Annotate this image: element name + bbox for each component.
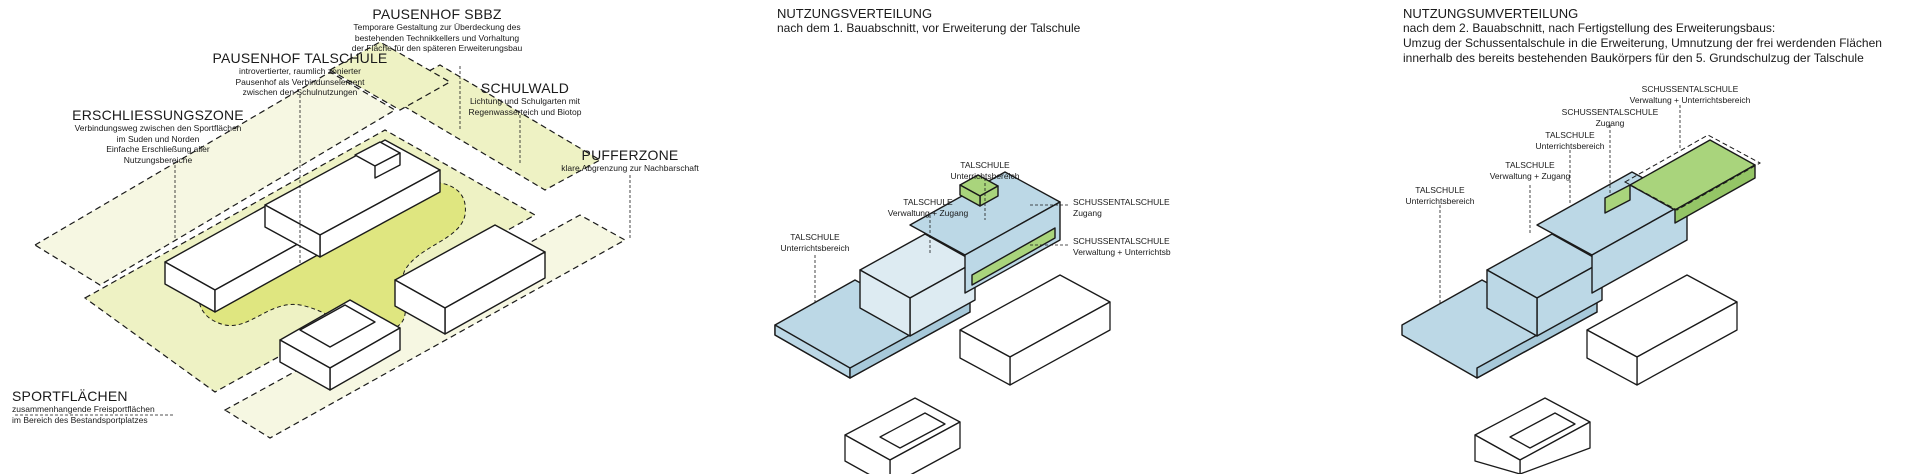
label-erschliessungszone-desc: Verbindungsweg zwischen den Sportflächen im Suden und Norden Einfache Erschließung aller Nutzungsbereiche	[74, 123, 242, 165]
label-schulwald-title: SCHULWALD	[480, 80, 570, 96]
subtitle-nutzungsverteilung: nach dem 1. Bauabschnitt, vor Erweiterung der Talschule	[777, 21, 1081, 35]
heading-nutzungsverteilung: NUTZUNGSVERTEILUNG	[777, 6, 933, 21]
label-erschliessungszone-title: ERSCHLIESSUNGSZONE	[72, 107, 244, 123]
usage-axonometric-drawing-2	[1390, 0, 1920, 474]
heading-nutzungsumverteilung: NUTZUNGSUMVERTEILUNG	[1403, 6, 1579, 21]
label-schulwald-desc: Lichtung und Schulgarten mit Regenwasserteich und Biotop	[468, 96, 582, 117]
label-r-talschule-left: TALSCHULE Unterrichtsbereich	[1405, 185, 1475, 206]
label-r-schussentalschule-unterricht: SCHUSSENTALSCHULE Verwaltung + Unterrichtsbereich	[1629, 84, 1751, 105]
panel-zoning-diagram	[0, 0, 700, 474]
label-pufferzone-desc: klare Abgrenzung zur Nachbarschaft	[561, 163, 699, 173]
label-pausenhof-talschule-desc: introvertierter, raumlich zonierter Pausenhof als Verbindunselement zwischen den Schulnutzungen	[235, 66, 365, 97]
label-sportflaechen-title: SPORTFLÄCHEN	[12, 388, 128, 404]
label-pausenhof-sbbz-title: PAUSENHOF SBBZ	[372, 6, 502, 22]
label-schussentalschule-zugang: SCHUSSENTALSCHULE Zugang	[1073, 197, 1170, 218]
label-talschule-left: TALSCHULE Unterrichtsbereich	[780, 232, 850, 253]
subtitle-nutzungsumverteilung: nach dem 2. Bauabschnitt, nach Fertigstellung des Erweiterungsbaus: Umzug der Schussentalschule in die Erweiterung, Umnutzung der frei werdenden Flächen innerhalb des bereits bestehenden Baukörpers für den 5. Grundschulzug der Talschule	[1403, 21, 1882, 65]
label-schussentalschule-verwaltung: SCHUSSENTALSCHULE Verwaltung + Unterrichtsb	[1073, 236, 1171, 257]
panel-nutzungsumverteilung	[1390, 0, 1920, 474]
label-sportflaechen-desc: zusammenhangende Freisportflächen im Bereich des Bestandsportplatzes	[12, 404, 155, 425]
label-r-schussentalschule-zugang: SCHUSSENTALSCHULE Zugang	[1561, 107, 1659, 128]
label-pausenhof-talschule-title: PAUSENHOF TALSCHULE	[212, 50, 388, 66]
label-pausenhof-sbbz-desc: Temporare Gestaltung zur Überdeckung des bestehenden Technikkellers und Vorhaltung der Fläche für den späteren Erweiterungsbau	[351, 22, 523, 53]
label-talschule-verwaltung: TALSCHULE Verwaltung + Zugang	[887, 197, 969, 218]
label-r-talschule-top: TALSCHULE Unterrichtsbereich	[1535, 130, 1605, 151]
label-pufferzone-title: PUFFERZONE	[581, 147, 679, 163]
label-talschule-top: TALSCHULE Unterrichtsbereich	[950, 160, 1020, 181]
label-r-talschule-verwaltung: TALSCHULE Verwaltung + Zugang	[1489, 160, 1571, 181]
panel-nutzungsverteilung	[760, 0, 1200, 474]
